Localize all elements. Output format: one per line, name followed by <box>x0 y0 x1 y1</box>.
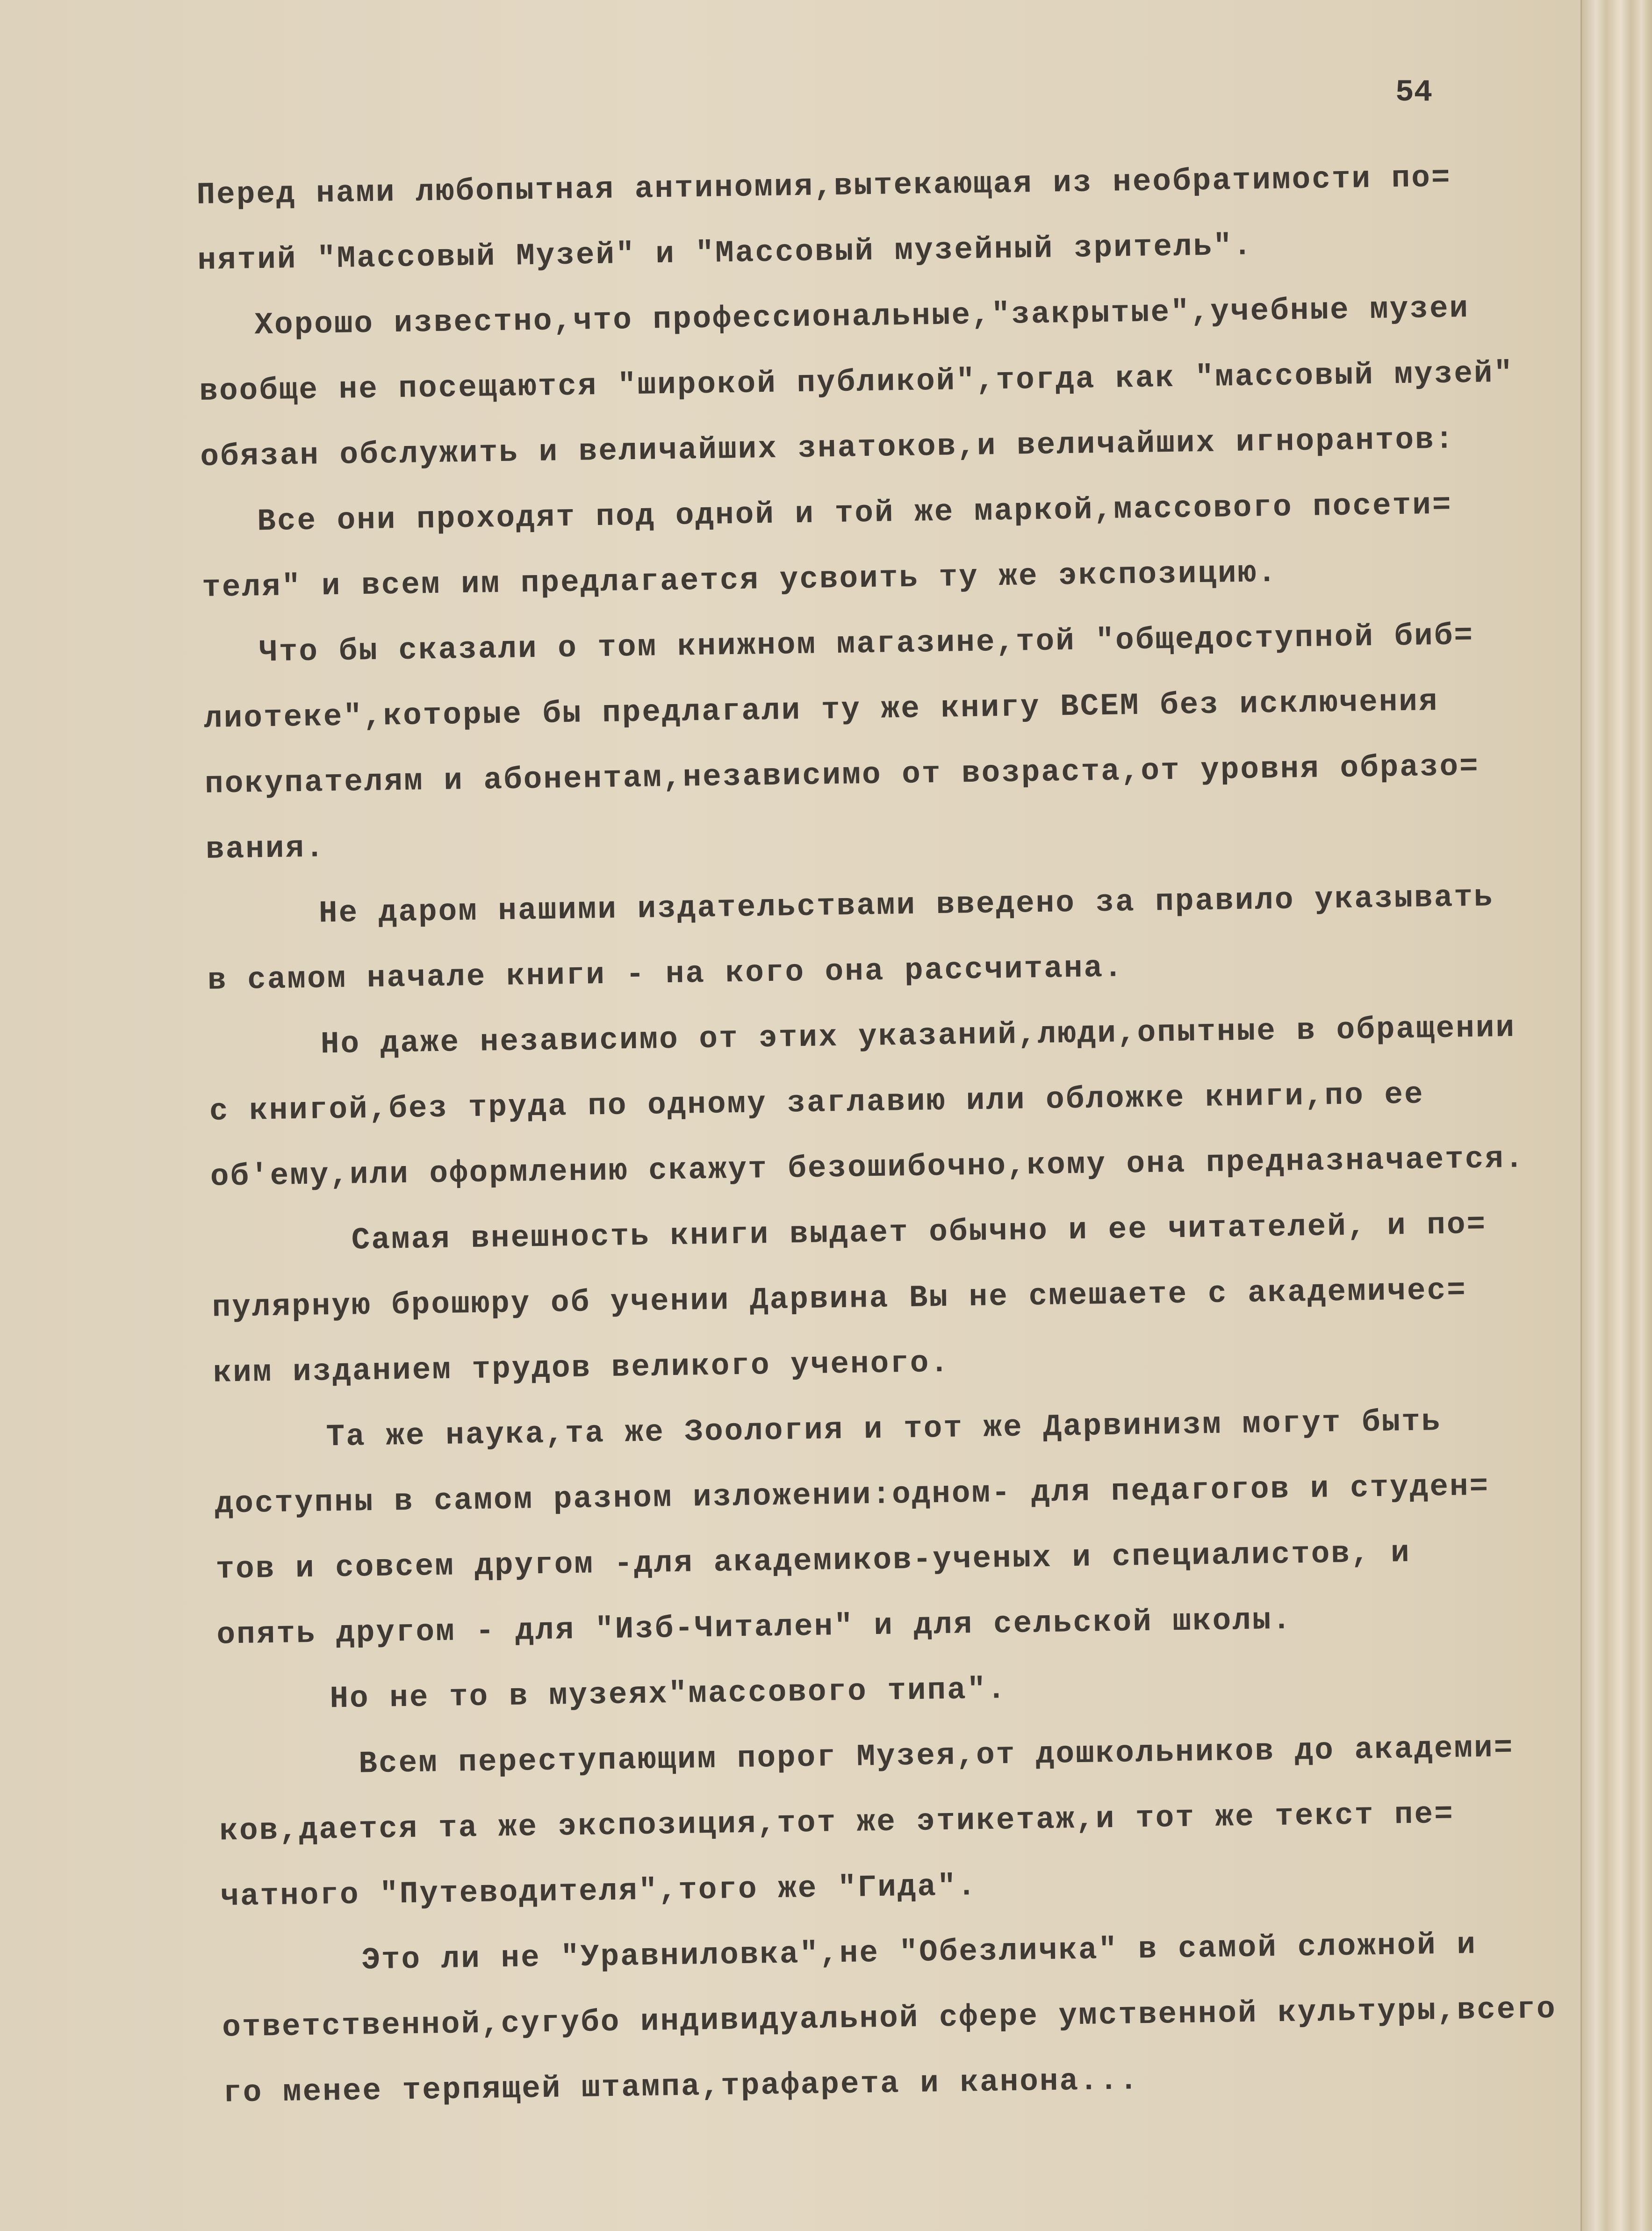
text-line: теля" и всем им предлагается усвоить ту же экспозицию. <box>201 555 1278 605</box>
text-line: ответственной,сугубо индивидуальной сфере умственной культуры,всего <box>222 1991 1557 2045</box>
text-line: Что бы сказали о том книжном магазине,той "общедоступной биб= <box>259 618 1474 670</box>
text-line: с книгой,без труда по одному заглавию или обложке книги,по ее <box>209 1077 1425 1129</box>
text-line: об'ему,или оформлению скажут безошибочно,кому она предназначается. <box>210 1141 1525 1195</box>
text-line: Всем переступающим порог Музея,от дошкольников до академи= <box>358 1730 1514 1782</box>
text-line: лиотеке",которые бы предлагали ту же книгу ВСЕМ без исключения <box>203 684 1439 736</box>
text-line: ков,дается та же экспозиция,тот же этикетаж,и тот же текст пе= <box>219 1796 1455 1849</box>
text-line: обязан обслужить и величайших знатоков,и величайших игнорантов: <box>200 422 1455 475</box>
text-line: Та же наука,та же Зоология и тот же Дарвинизм могут быть <box>326 1404 1442 1455</box>
text-line: Это ли не "Уравниловка",не "Обезличка" в самой сложной и <box>361 1927 1477 1978</box>
adjacent-page-edges <box>1580 0 1652 2231</box>
text-line: пулярную брошюру об учении Дарвина Вы не смешаете с академичес= <box>212 1273 1467 1325</box>
text-line: доступны в самом разном изложении:одном- для педагогов и студен= <box>215 1468 1490 1522</box>
text-line: нятий "Массовый Музей" и "Массовый музейный зритель". <box>197 228 1253 278</box>
text-line: го менее терпящей штампа,трафарета и канона... <box>223 2063 1140 2111</box>
text-line: Но не то в музеях"массового типа". <box>329 1672 1007 1717</box>
text-line: Перед нами любопытная антиномия,вытекающая из необратимости по= <box>196 160 1452 213</box>
text-line: тов и совсем другом -для академиков-ученых и специалистов, и <box>215 1535 1411 1587</box>
text-line: Не даром нашими издательствами введено за правило указывать <box>318 879 1494 931</box>
text-line: чатного "Путеводителя",того же "Гида". <box>220 1869 977 1914</box>
text-line: Хорошо известно,что профессиональные,"закрытые",учебные музеи <box>254 291 1470 343</box>
text-line: Все они проходят под одной и той же маркой,массового посети= <box>257 487 1452 540</box>
text-line: ким изданием трудов великого ученого. <box>213 1345 950 1391</box>
text-line: в самом начале книги - на кого она рассчитана. <box>207 950 1124 998</box>
text-line: вообще не посещаются "широкой публикой",тогда как "массовый музей" <box>199 355 1514 409</box>
text-line: опять другом - для "Изб-Читален" и для сельской школы. <box>216 1602 1293 1653</box>
page-number: 54 <box>1395 75 1433 110</box>
text-line: покупателям и абонентам,независимо от возраста,от уровня образо= <box>204 748 1480 802</box>
text-line: Но даже независимо от этих указаний,люди,опытные в обращении <box>320 1010 1516 1062</box>
text-line: вания. <box>205 830 326 867</box>
text-line: Самая внешность книги выдает обычно и ее читателей, и по= <box>351 1207 1487 1258</box>
